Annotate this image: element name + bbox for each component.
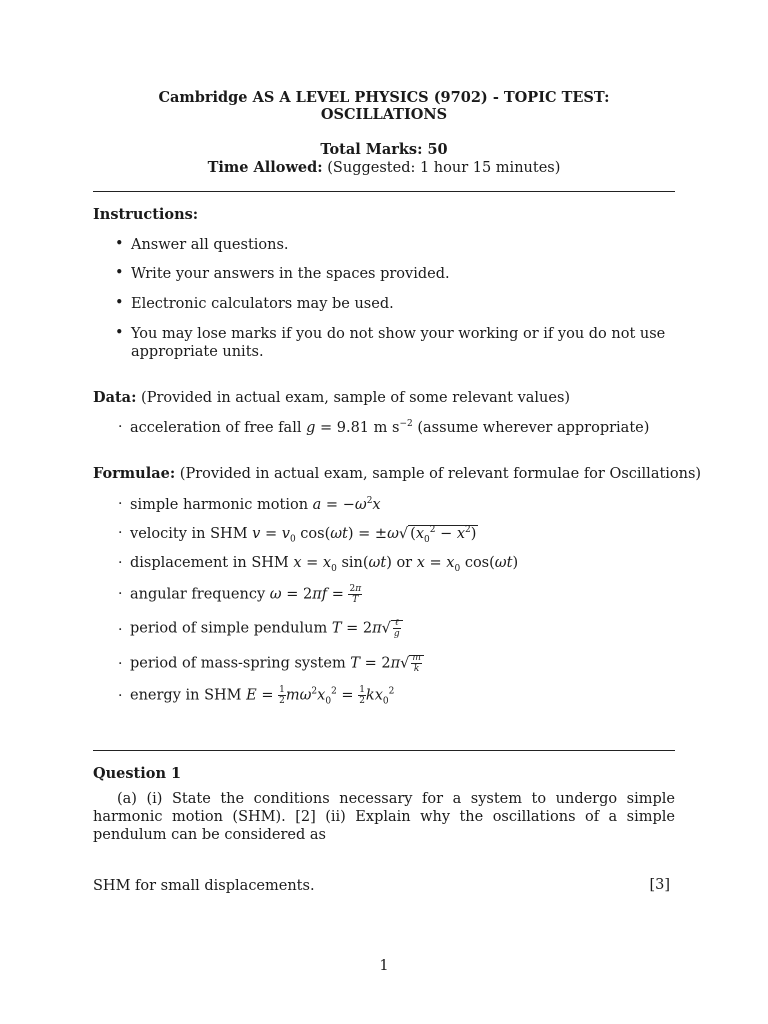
instruction-item: You may lose marks if you do not show your working or if you do not use appropriate units. xyxy=(131,326,666,360)
data-note: (Provided in actual exam, sample of some relevant values) xyxy=(141,390,571,406)
instruction-item: Write your answers in the spaces provided. xyxy=(131,266,450,282)
instruction-item: Answer all questions. xyxy=(131,237,289,253)
formula-velocity: velocity in SHM $v = v_0$ cos(ωt) = ±ω√ $(x_0^2 - x^2)$ xyxy=(130,525,477,545)
formula-pendulum: period of simple pendulum T = 2π√ $\frac{\text{ℓ}}{g}$ xyxy=(130,618,403,639)
bullet-icon: · xyxy=(118,419,123,435)
formula-mass-spring: period of mass-spring system T = 2π√ $\frac{m}{k}$ xyxy=(130,653,424,674)
data-heading: Data: xyxy=(93,389,137,406)
bullet-icon: · xyxy=(118,622,123,638)
time-label: Time Allowed: xyxy=(207,159,323,176)
formula-displacement: displacement in SHM $x = x_0$ sin(ωt) or $x = x_0$ cos(ωt) xyxy=(130,555,519,574)
data-heading-line xyxy=(93,389,570,406)
instruction-item: Electronic calculators may be used. xyxy=(131,296,394,312)
time-value: (Suggested: 1 hour 15 minutes) xyxy=(327,160,561,176)
bullet-icon: · xyxy=(118,525,123,541)
formula-shm: simple harmonic motion $a = -\omega^2x$ xyxy=(130,496,381,513)
bullet-icon: · xyxy=(118,688,123,704)
page-number: 1 xyxy=(379,958,389,974)
formula-energy: energy in SHM E = $\frac{1}{2}$ $m\omega^2x_0^2$ = $\frac{1}{2}$ $kx_0^2$ xyxy=(130,685,395,707)
bullet-icon: • xyxy=(115,325,124,341)
bullet-icon: · xyxy=(118,656,123,672)
formulae-heading-line xyxy=(93,465,701,482)
time-allowed xyxy=(93,159,675,176)
bullet-icon: · xyxy=(118,496,123,512)
question-1-heading: Question 1 xyxy=(93,765,182,782)
title-line-1: Cambridge AS A LEVEL PHYSICS (9702) - TOPIC TEST: xyxy=(158,89,610,106)
question-1-marks: [3] xyxy=(649,877,670,893)
formula-angular-frequency: angular frequency ω = 2πf = $\frac{2\pi}{T}$ xyxy=(130,584,362,605)
question-1-continuation: SHM for small displacements. xyxy=(93,878,315,894)
bullet-icon: • xyxy=(115,295,124,311)
formulae-note: (Provided in actual exam, sample of relevant formulae for Oscillations) xyxy=(179,466,702,482)
bullet-icon: · xyxy=(118,586,123,602)
bullet-icon: • xyxy=(115,236,124,252)
total-marks: Total Marks: 50 xyxy=(320,141,448,158)
divider-top xyxy=(93,191,675,192)
instructions-heading: Instructions: xyxy=(93,206,199,223)
bullet-icon: • xyxy=(115,265,124,281)
title-line-2: OSCILLATIONS xyxy=(320,106,448,123)
data-item-free-fall: acceleration of free fall g = 9.81 m $s^{-2}$ (assume wherever appropriate) xyxy=(130,419,650,436)
divider-question xyxy=(93,750,675,751)
question-1-text: (a) (i) State the conditions necessary for a system to undergo simple harmonic motion (SHM). [2] (ii) Explain why the oscillations of a simple pendulum can be considered as xyxy=(93,791,675,843)
formulae-heading: Formulae: xyxy=(93,465,176,482)
bullet-icon: · xyxy=(118,555,123,571)
